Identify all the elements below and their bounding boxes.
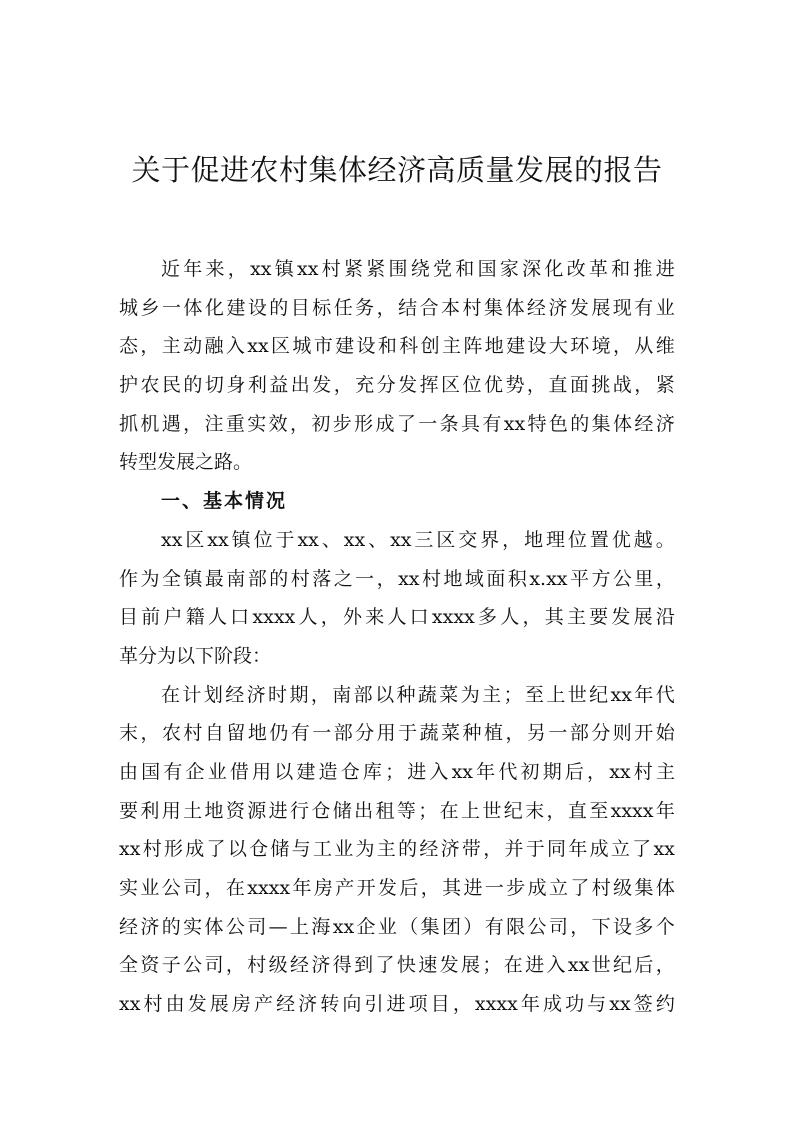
- paragraph-line: 末 ， 农 村 自 留 地 仍 有 一 部 分 用 于 蔬 菜 种 植 ， 另 一 部 分 则 开 始: [119, 722, 675, 745]
- paragraph-line: 近 年 来 ， xx 镇 xx 村 紧 紧 围 绕 党 和 国 家 深 化 改 革 和 推 进: [161, 258, 675, 280]
- document-title: 关于促进农村集体经济高质量发展的报告: [131, 153, 663, 187]
- section-heading: 一、基本情况: [161, 490, 288, 513]
- paragraph-line: 经 济 的 实 体 公 司 — 上 海 xx 企 业 （ 集 团 ） 有 限 公 司 ， 下 设 多 个: [119, 915, 675, 938]
- paragraph-line: xx 村 形 成 了 以 仓 储 与 工 业 为 主 的 经 济 带 ， 并 于 同 年 成 立 了 xx: [119, 838, 675, 861]
- paragraph-line: 转型发展之路。: [119, 451, 253, 474]
- paragraph-line: 抓 机 遇 ， 注 重 实 效 ， 初 步 形 成 了 一 条 具 有 xx 特 色 的 集 体 经 济: [119, 412, 675, 435]
- paragraph-line: 城 乡 一 体 化 建 设 的 目 标 任 务 ， 结 合 本 村 集 体 经 济 发 展 现 有 业: [119, 296, 675, 319]
- document-body: [119, 250, 675, 1024]
- paragraph-line: xx 村 由 发 展 房 产 经 济 转 向 引 进 项 目 ， xxxx 年 成 功 与 xx 签 约: [119, 993, 675, 1016]
- paragraph-line: 态 ， 主 动 融 入 xx 区 城 市 建 设 和 科 创 主 阵 地 建 设 大 环 境 ， 从 维: [119, 335, 675, 358]
- paragraph-line: 革分为以下阶段：: [119, 644, 272, 667]
- paragraph-line: 作 为 全 镇 最 南 部 的 村 落 之 一 ， xx 村 地 域 面 积 x.xx 平 方 公 里 ，: [119, 567, 675, 590]
- paragraph-line: xx 区 xx 镇 位 于 xx 、 xx 、 xx 三 区 交 界 ， 地 理 位 置 优 越 。: [161, 528, 675, 551]
- paragraph-line: 实 业 公 司 ， 在 xxxx 年 房 产 开 发 后 ， 其 进 一 步 成 立 了 村 级 集 体: [119, 877, 675, 899]
- paragraph-line: 全 资 子 公 司 ， 村 级 经 济 得 到 了 快 速 发 展 ； 在 进 入 xx 世 纪 后 ，: [119, 954, 675, 977]
- paragraph-line: 目 前 户 籍 人 口 xxxx 人 ， 外 来 人 口 xxxx 多 人 ， 其 主 要 发 展 沿: [119, 606, 675, 629]
- paragraph-line: 在 计 划 经 济 时 期 ， 南 部 以 种 蔬 菜 为 主 ； 至 上 世 纪 xx 年 代: [161, 683, 675, 706]
- paragraph-line: 护 农 民 的 切 身 利 益 出 发 ， 充 分 发 挥 区 位 优 势 ， 直 面 挑 战 ， 紧: [119, 374, 675, 397]
- paragraph-line: 要 利 用 土 地 资 源 进 行 仓 储 出 租 等 ； 在 上 世 纪 末 ， 直 至 xxxx 年: [119, 799, 675, 822]
- paragraph-line: 由 国 有 企 业 借 用 以 建 造 仓 库 ； 进 入 xx 年 代 初 期 后 ， xx 村 主: [119, 760, 675, 783]
